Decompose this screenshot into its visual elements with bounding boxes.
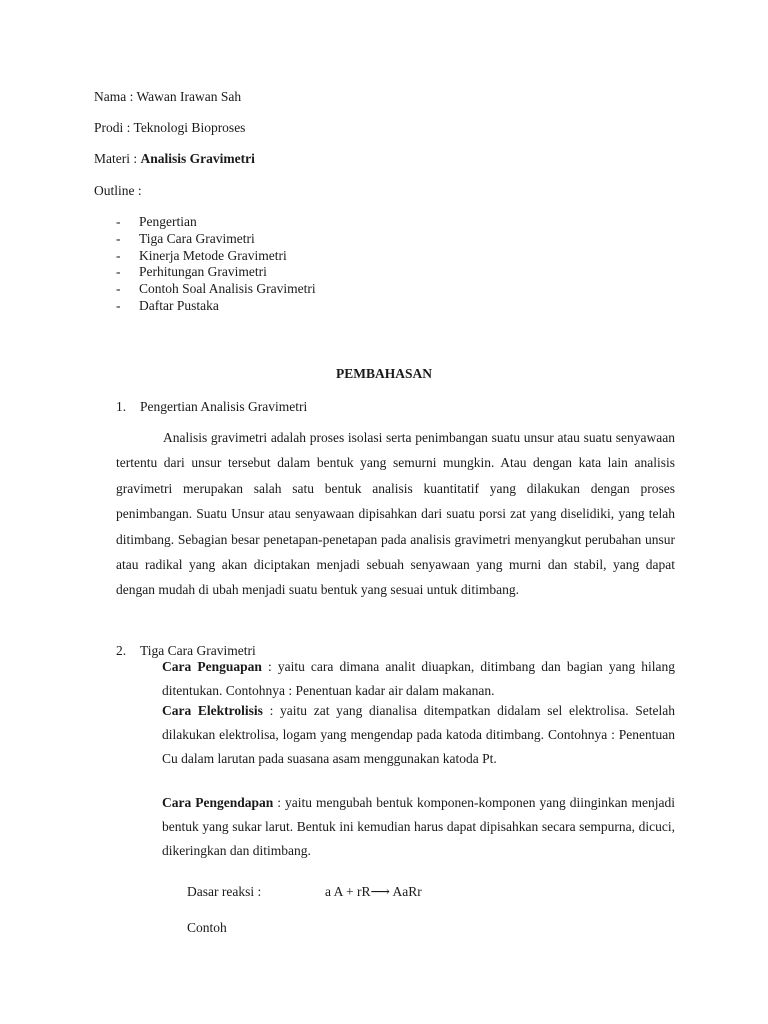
penguapan-text: : yaitu cara dimana analit diuapkan, ditimbang dan bagian yang hilang ditentukan. Contohnya : Penentuan kadar air dalam makanan. [162,659,675,698]
list-item-label: Tiga Cara Gravimetri [139,230,255,246]
cara-pengendapan [162,791,675,862]
outline-list [116,214,316,315]
list-item-label: Pengertian [139,214,197,229]
list-item-label: Daftar Pustaka [139,297,219,313]
list-item-label: Kinerja Metode Gravimetri [139,247,287,263]
list-dash: - [116,230,121,246]
list-item [116,264,316,281]
list-item [116,248,316,265]
list-dash: - [116,297,121,313]
section1-paragraph: Analisis gravimetri adalah proses isolasi serta penimbangan suatu unsur atau suatu senyawaan tertentu dari unsur tersebut dalam bentuk yang semurni mungkin. Atau dengan kata lain analisis gravimetri merupakan salah satu bentuk analisis kuantitatif yang dilakukan dengan proses penimbangan. Suatu Unsur atau senyawaan dipisahkan dari suatu porsi zat yang diselidiki, yang telah ditimbang. Sebagian besar penetapan-penetapan pada analisis gravimetri menyangkut perubahan unsur atau radikal yang akan diciptakan menjadi sebuah senyawaan yang murni dan stabil, yang dapat dengan mudah di ubah menjadi suatu bentuk yang sesuai untuk ditimbang. [116,430,675,598]
list-item [116,281,316,298]
section1-number: 1. [116,399,127,414]
dasar-reaksi-label: Dasar reaksi : [187,884,262,899]
list-item-label: Contoh Soal Analisis Gravimetri [139,281,316,297]
prodi-line: Prodi : Teknologi Bioproses [94,120,246,135]
list-dash: - [116,214,121,229]
elektrolisis-term: Cara Elektrolisis [162,703,263,718]
list-dash: - [116,281,121,297]
section1-heading: Pengertian Analisis Gravimetri [140,399,308,414]
list-dash: - [116,264,121,280]
elektrolisis-text: : yaitu zat yang dianalisa ditempatkan didalam sel elektrolisa. Setelah dilakukan elektrolisa, logam yang mengendap pada katoda ditimbang. Contohnya : Penentuan Cu dalam larutan pada suasana asam menggunakan katoda Pt. [162,703,675,766]
pengendapan-term: Cara Pengendapan [162,795,274,810]
materi-label: Materi : [94,151,141,166]
materi-line [94,151,255,167]
pengendapan-text: : yaitu mengubah bentuk komponen-komponen yang diinginkan menjadi bentuk yang sukar larut. Bentuk ini kemudian harus dapat dipisahkan secara sempurna, dicuci, dikeringkan dan ditimbang. [162,795,675,858]
contoh-label: Contoh [187,920,227,935]
list-item [116,214,316,231]
section2-number: 2. [116,643,127,658]
materi-value: Analisis Gravimetri [140,151,255,166]
nama-line: Nama : Wawan Irawan Sah [94,89,242,104]
penguapan-term: Cara Penguapan [162,659,262,674]
outline-label: Outline : [94,183,142,198]
pembahasan-title: PEMBAHASAN [335,366,432,381]
dasar-reaksi-equation: a A + rR⟶ AaRr [325,884,422,899]
list-dash: - [116,247,121,263]
cara-penguapan [162,655,675,703]
section2-heading: Tiga Cara Gravimetri [140,643,256,658]
list-item [116,298,316,315]
cara-elektrolisis [162,699,675,770]
list-item-label: Perhitungan Gravimetri [139,264,267,280]
list-item [116,231,316,248]
